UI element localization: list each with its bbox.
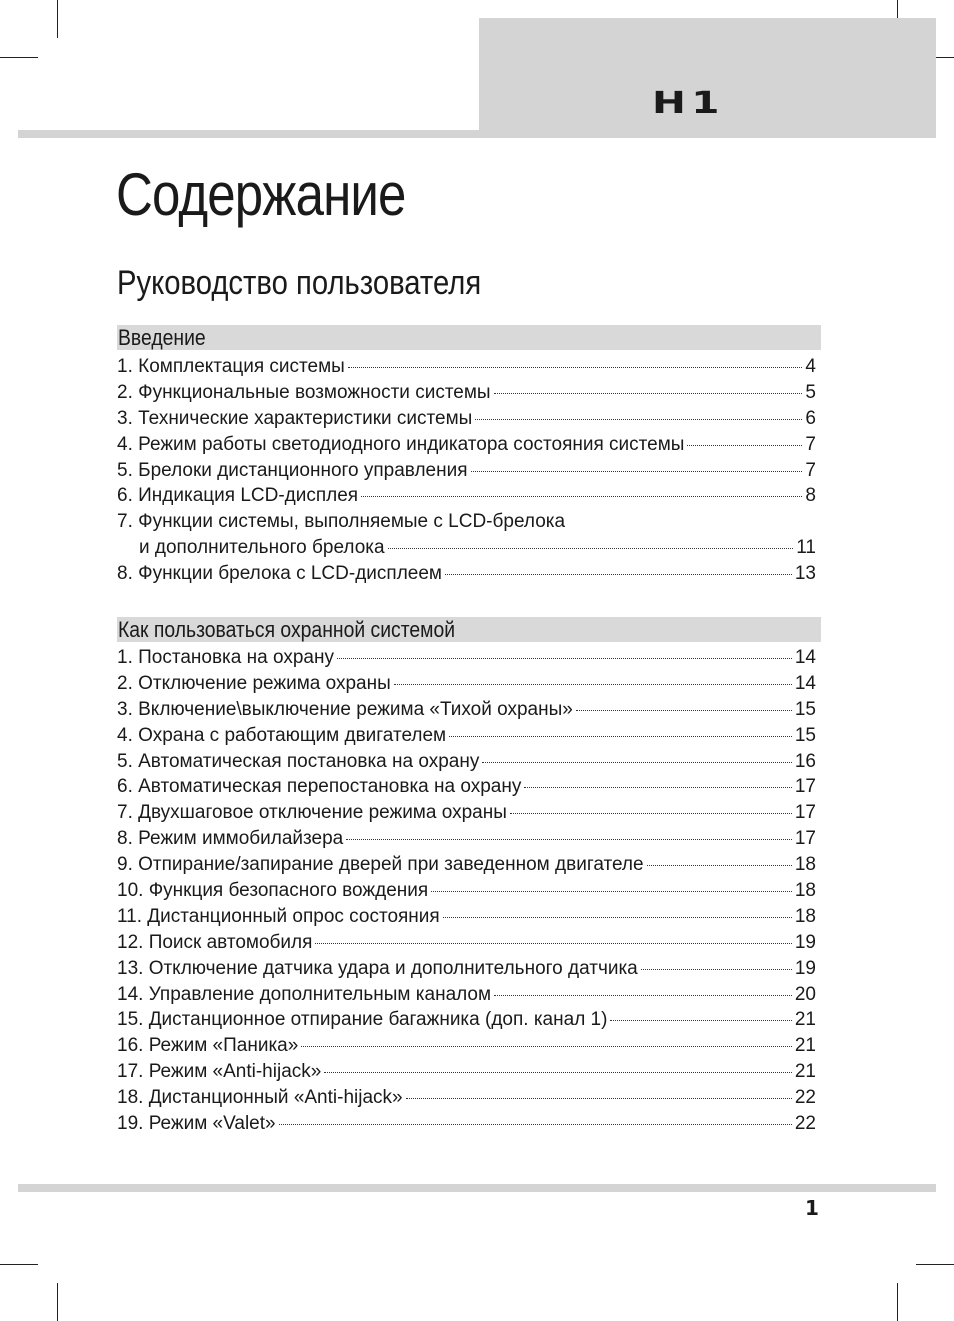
- toc-leader-dots: [445, 574, 792, 575]
- model-name: H1: [652, 86, 725, 121]
- crop-mark: [0, 1264, 38, 1265]
- crop-mark: [916, 1264, 954, 1265]
- toc-entry-page: 14: [794, 672, 816, 694]
- toc-entry-label: 7. Двухшаговое отключение режима охраны: [117, 802, 507, 824]
- toc-leader-dots: [394, 684, 792, 685]
- toc-leader-dots: [482, 762, 792, 763]
- toc-entry[interactable]: [117, 1111, 816, 1137]
- toc-leader-dots: [494, 393, 803, 394]
- toc-list-usage: [117, 645, 816, 1137]
- toc-entry-label: 2. Отключение режима охраны: [117, 672, 391, 694]
- toc-entry[interactable]: [117, 1033, 816, 1059]
- toc-entry[interactable]: [117, 458, 816, 484]
- toc-entry-page: 19: [794, 931, 816, 953]
- toc-entry[interactable]: [117, 930, 816, 956]
- toc-entry-label: 5. Автоматическая постановка на охрану: [117, 750, 480, 772]
- toc-entry[interactable]: [117, 697, 816, 723]
- toc-entry-label: 15. Дистанционное отпирание багажника (доп. канал 1): [117, 1009, 608, 1031]
- toc-entry[interactable]: [117, 826, 816, 852]
- toc-entry-page: 4: [805, 356, 816, 377]
- section-heading-label: Введение: [118, 325, 206, 350]
- toc-entry-page: 18: [794, 880, 816, 902]
- toc-entry-page: 22: [794, 1087, 816, 1109]
- toc-entry[interactable]: [117, 723, 816, 749]
- toc-entry-label: 1. Комплектация системы: [117, 356, 345, 377]
- toc-entry-page: 13: [794, 563, 816, 585]
- toc-entry[interactable]: [117, 1007, 816, 1033]
- section-heading-label: Как пользоваться охранной системой: [118, 617, 456, 642]
- footer-rule: [18, 1184, 936, 1192]
- toc-entry-label: 3. Включение\выключение режима «Тихой охраны»: [117, 698, 573, 720]
- toc-entry[interactable]: [117, 878, 816, 904]
- page-title: Содержание: [116, 161, 406, 228]
- toc-entry[interactable]: [117, 904, 816, 930]
- toc-entry[interactable]: [117, 852, 816, 878]
- toc-entry-label: 13. Отключение датчика удара и дополнительного датчика: [117, 957, 638, 979]
- toc-entry-page: 17: [794, 802, 816, 824]
- toc-entry[interactable]: [117, 535, 816, 561]
- toc-entry-label: 14. Управление дополнительным каналом: [117, 983, 492, 1005]
- toc-entry-label: 6. Автоматическая перепостановка на охрану: [117, 776, 522, 798]
- toc-entry-page: 7: [805, 433, 816, 455]
- toc-entry-label: 16. Режим «Паника»: [117, 1035, 299, 1057]
- toc-entry-label: 2. Функциональные возможности системы: [117, 381, 491, 403]
- toc-leader-dots: [301, 1046, 792, 1047]
- toc-entry-page: 21: [794, 1035, 816, 1057]
- crop-mark: [897, 1283, 898, 1321]
- toc-entry-label: 6. Индикация LCD-дисплея: [117, 485, 359, 507]
- toc-leader-dots: [510, 813, 792, 814]
- toc-entry[interactable]: [117, 1085, 816, 1111]
- toc-list-intro: [117, 354, 816, 587]
- toc-entry[interactable]: [117, 354, 816, 380]
- toc-leader-dots: [449, 736, 792, 737]
- toc-leader-dots: [346, 839, 792, 840]
- toc-entry[interactable]: [117, 774, 816, 800]
- toc-entry-page: 8: [805, 485, 816, 507]
- toc-entry[interactable]: [117, 380, 816, 406]
- toc-entry-label: 7. Функции системы, выполняемые с LCD-брелока: [117, 511, 566, 533]
- toc-entry-label: 17. Режим «Anti-hijack»: [117, 1061, 322, 1083]
- toc-entry[interactable]: [117, 406, 816, 432]
- toc-entry[interactable]: [117, 982, 816, 1008]
- toc-entry[interactable]: [117, 645, 816, 671]
- page-subtitle: Руководство пользователя: [117, 264, 482, 302]
- toc-leader-dots: [406, 1098, 792, 1099]
- toc-entry-label: 8. Режим иммобилайзера: [117, 828, 344, 850]
- section-heading-usage: [117, 617, 821, 642]
- toc-entry-page: 15: [794, 698, 816, 720]
- toc-entry-label: 18. Дистанционный «Anti-hijack»: [117, 1087, 403, 1109]
- toc-entry-page: 18: [794, 905, 816, 927]
- section-heading-intro: [117, 325, 821, 350]
- toc-leader-dots: [576, 710, 792, 711]
- toc-leader-dots: [388, 548, 794, 549]
- toc-leader-dots: [279, 1124, 792, 1125]
- toc-entry-page: 16: [794, 750, 816, 772]
- crop-mark: [0, 57, 38, 58]
- toc-entry-page: 19: [794, 957, 816, 979]
- toc-entry-page: 21: [794, 1061, 816, 1083]
- toc-entry-page: 11: [796, 537, 816, 559]
- crop-mark: [57, 0, 58, 38]
- toc-leader-dots: [494, 995, 792, 996]
- toc-leader-dots: [524, 787, 792, 788]
- toc-entry-page: 18: [794, 854, 816, 876]
- toc-entry-label: 5. Брелоки дистанционного управления: [117, 459, 468, 481]
- toc-entry[interactable]: [117, 956, 816, 982]
- toc-entry-label: 19. Режим «Valet»: [117, 1113, 276, 1135]
- toc-entry-label: 9. Отпирание/запирание дверей при заведенном двигателе: [117, 854, 644, 876]
- toc-entry-label: 12. Поиск автомобиля: [117, 931, 313, 953]
- toc-leader-dots: [361, 496, 802, 497]
- crop-mark: [57, 1283, 58, 1321]
- toc-leader-dots: [315, 943, 791, 944]
- toc-entry-page: 7: [805, 459, 816, 481]
- toc-entry[interactable]: [117, 483, 816, 509]
- toc-leader-dots: [610, 1020, 791, 1021]
- page-number: 1: [805, 1196, 819, 1220]
- toc-entry[interactable]: [117, 749, 816, 775]
- toc-leader-dots: [475, 419, 802, 420]
- toc-entry-page: 5: [805, 381, 816, 403]
- toc-leader-dots: [337, 658, 792, 659]
- toc-entry-label: 4. Режим работы светодиодного индикатора состояния системы: [117, 433, 685, 455]
- toc-entry-page: 17: [794, 776, 816, 798]
- toc-entry-page: 15: [794, 724, 816, 746]
- toc-leader-dots: [687, 445, 802, 446]
- toc-entry-label: 10. Функция безопасного вождения: [117, 880, 429, 902]
- toc-leader-dots: [647, 865, 792, 866]
- toc-entry[interactable]: [117, 561, 816, 587]
- toc-entry[interactable]: [117, 671, 816, 697]
- toc-leader-dots: [471, 471, 803, 472]
- toc-leader-dots: [324, 1072, 792, 1073]
- toc-leader-dots: [641, 969, 792, 970]
- toc-leader-dots: [348, 367, 803, 368]
- toc-entry-page: 17: [794, 828, 816, 850]
- toc-entry-label: 8. Функции брелока с LCD-дисплеем: [117, 563, 442, 585]
- toc-entry-page: 21: [794, 1009, 816, 1031]
- toc-entry-page: 22: [794, 1113, 816, 1135]
- toc-entry-label: 3. Технические характеристики системы: [117, 407, 473, 429]
- toc-entry-page: 20: [794, 983, 816, 1005]
- toc-entry-label: 11. Дистанционный опрос состояния: [117, 905, 440, 927]
- toc-entry-label: 4. Охрана с работающим двигателем: [117, 724, 447, 746]
- toc-entry[interactable]: [117, 432, 816, 458]
- header-rule: [18, 130, 479, 138]
- toc-leader-dots: [443, 917, 792, 918]
- toc-entry-label: 1. Постановка на охрану: [117, 647, 334, 668]
- toc-entry-page: 14: [794, 647, 816, 668]
- toc-entry-label: и дополнительного брелока: [139, 537, 385, 559]
- toc-entry[interactable]: [117, 800, 816, 826]
- toc-entry-page: 6: [805, 407, 816, 429]
- toc-entry[interactable]: [117, 509, 816, 535]
- toc-leader-dots: [431, 891, 792, 892]
- toc-entry[interactable]: [117, 1059, 816, 1085]
